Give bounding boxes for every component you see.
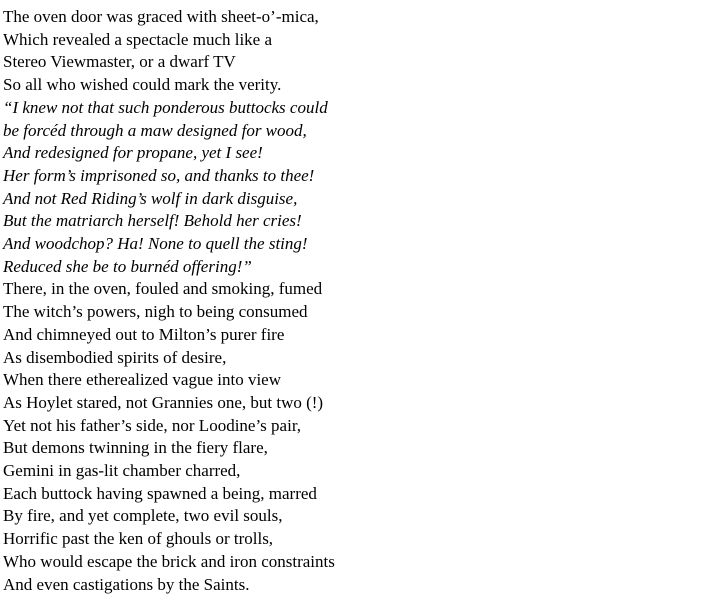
poem-line: The oven door was graced with sheet-o’-mica,	[3, 7, 319, 26]
poem-line: be forcéd through a maw designed for wood,	[3, 120, 307, 140]
poem-line: As disembodied spirits of desire,	[3, 347, 227, 367]
poem-text	[3, 6, 335, 596]
poem-line: And even castigations by the Saints.	[3, 574, 250, 594]
poem-line: “I knew not that such ponderous buttocks could	[3, 97, 328, 117]
poem-line: But the matriarch herself! Behold her cries!	[3, 211, 302, 231]
poem-line: So all who wished could mark the verity.	[3, 75, 282, 95]
poem-line: By fire, and yet complete, two evil souls,	[3, 506, 283, 526]
poem-line: Who would escape the brick and iron constraints	[3, 551, 335, 571]
poem-line: Her form’s imprisoned so, and thanks to thee!	[3, 165, 315, 185]
poem-line: But demons twinning in the fiery flare,	[3, 438, 268, 458]
poem-line: Horrific past the ken of ghouls or trolls,	[3, 529, 274, 549]
poem-line: Yet not his father’s side, nor Loodine’s pair,	[3, 415, 302, 435]
poem-line: And redesigned for propane, yet I see!	[3, 143, 263, 163]
poem-line: Which revealed a spectacle much like a	[3, 29, 273, 49]
poem-line: Reduced she be to burnéd offering!”	[3, 256, 252, 276]
poem-line: Gemini in gas-lit chamber charred,	[3, 461, 241, 481]
poem-line: When there etherealized vague into view	[3, 370, 282, 390]
poem-line: The witch’s powers, nigh to being consumed	[3, 302, 308, 322]
poem-line: And chimneyed out to Milton’s purer fire	[3, 324, 285, 344]
poem-line: There, in the oven, fouled and smoking, fumed	[3, 279, 323, 299]
poem-line: Stereo Viewmaster, or a dwarf TV	[3, 52, 236, 72]
poem-line: Each buttock having spawned a being, marred	[3, 483, 317, 503]
poem-line: As Hoylet stared, not Grannies one, but two (!)	[3, 392, 324, 412]
poem-line: And not Red Riding’s wolf in dark disguise,	[3, 188, 298, 208]
poem-line: And woodchop? Ha! None to quell the sting!	[3, 234, 308, 254]
